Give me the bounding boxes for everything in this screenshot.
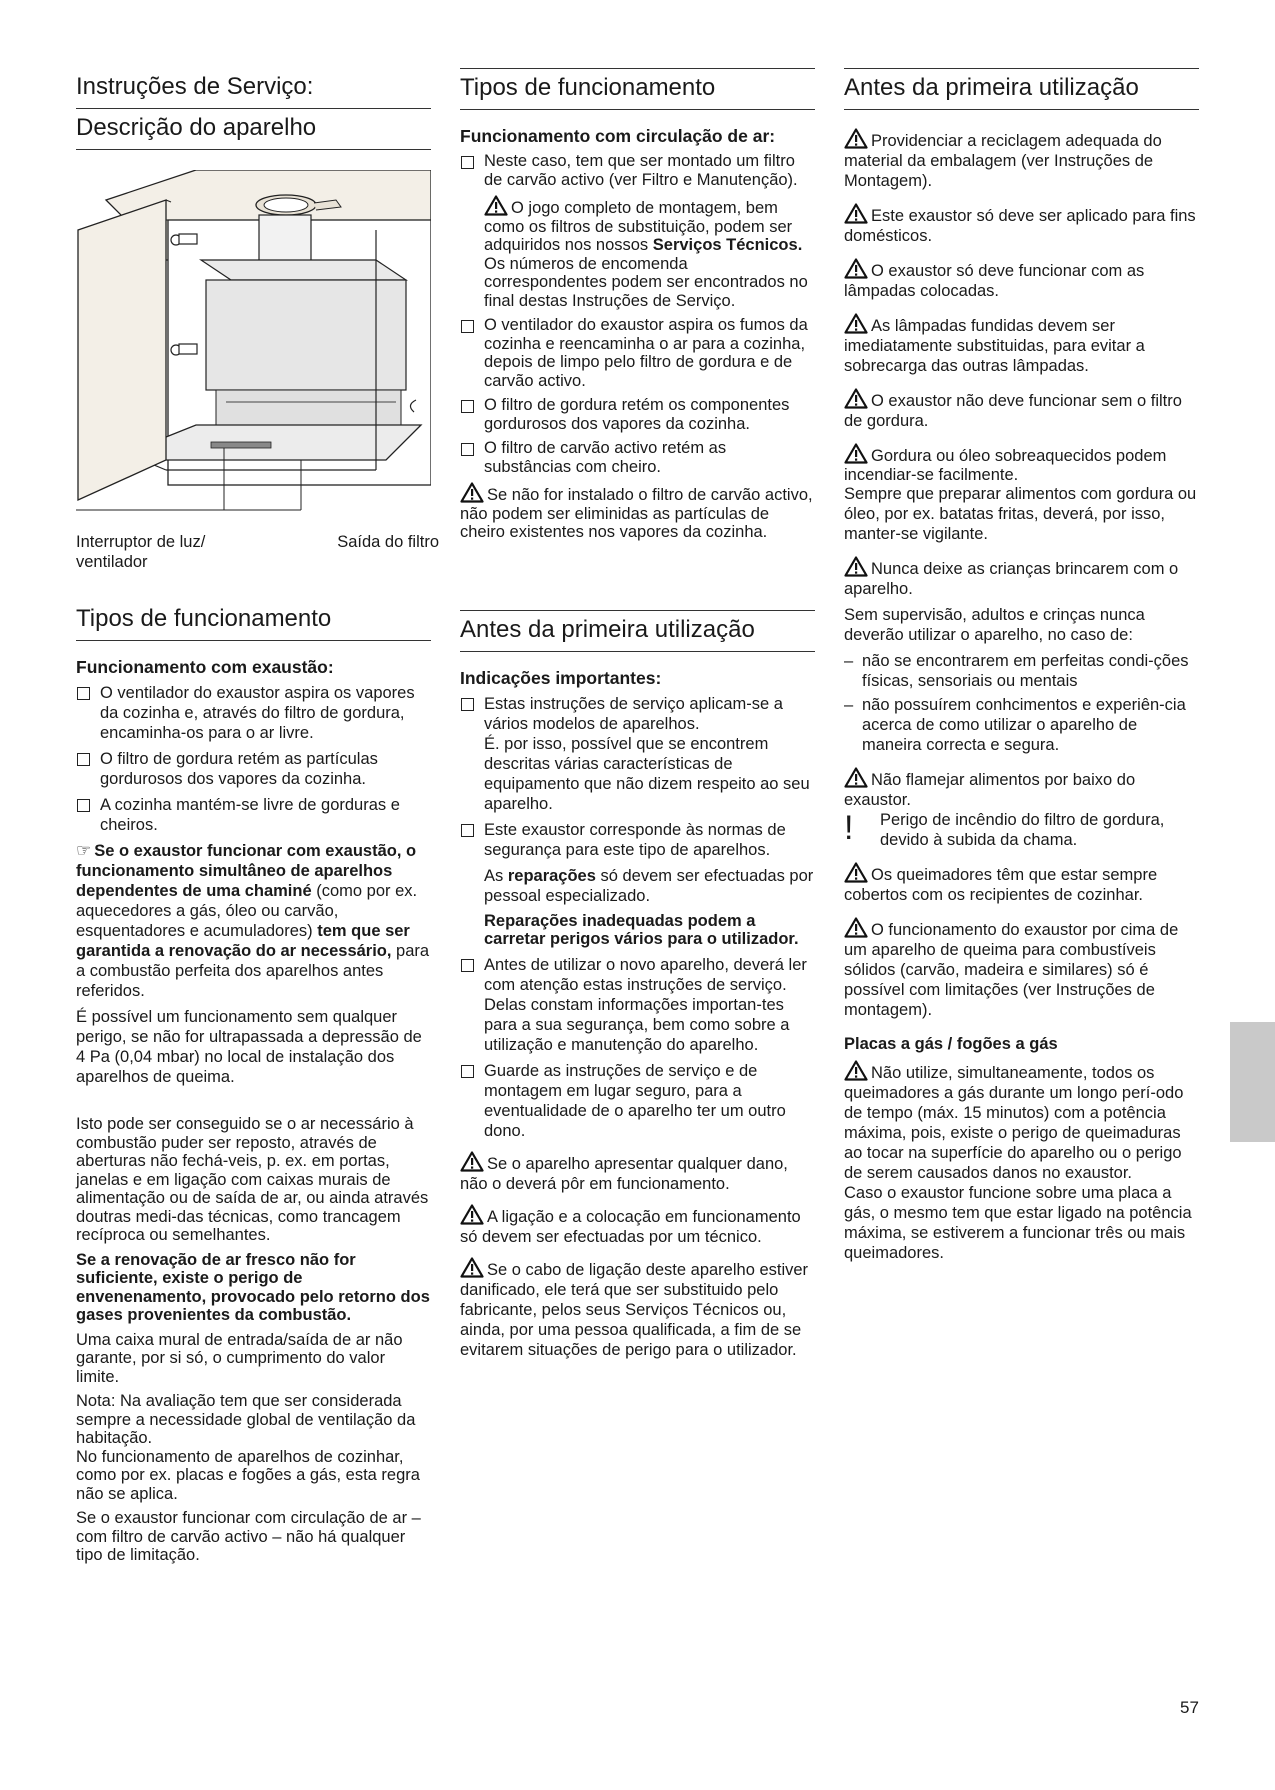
warning-lamps-fitted: O exaustor só deve funcionar com as lâmpadas colocadas. [844, 258, 1199, 301]
paragraph: Uma caixa mural de entrada/saída de ar não garante, por si só, o cumprimento do valor limite. [76, 1330, 403, 1386]
exclamation-icon: ! [844, 809, 854, 847]
charcoal-filter-warning: Se não for instalado o filtro de carvão activo, não podem ser eliminidas as partículas de cheiro existentes nos vapores da cozinha. [460, 482, 815, 542]
warning-triangle-icon [844, 203, 868, 224]
list-item: Estas instruções de serviço aplicam-se a vários modelos de aparelhos. É. por isso, possível que se encontrem descritas várias características de equipamento que não dizem respeito ao seu aparelho. [460, 694, 815, 814]
recirculation-list-2 [460, 316, 815, 476]
section-title-modes: Tipos de funcionamento [76, 600, 431, 641]
section-title-before-first-use: Antes da primeira utilização [460, 610, 815, 652]
figure-captions [76, 532, 439, 572]
poisoning-warning: Se a renovação de ar fresco não for suficiente, existe o perigo de envenenamento, provocado pelo retorno dos gases provenientes da combustão. [76, 1250, 430, 1324]
subtitle-important-notes: Indicações importantes: [460, 667, 662, 688]
list-item: O filtro de gordura retém as partículas gordurosos dos vapores da cozinha. [76, 749, 431, 789]
important-notes-list-2 [460, 955, 815, 1141]
warning-triangle-icon [844, 917, 868, 938]
exhaust-mode-list [76, 683, 431, 835]
warning-grease-filter: O exaustor não deve funcionar sem o filtro de gordura. [844, 388, 1199, 431]
paragraph: No funcionamento de aparelhos de cozinhar, como por ex. placas e fogões a gás, esta regra não se aplica. [76, 1447, 420, 1503]
list-item: O filtro de carvão activo retém as substâncias com cheiro. [460, 439, 815, 476]
paragraph: Se o exaustor funcionar com circulação de ar – com filtro de carvão activo – não há qualquer tipo de limitação. [76, 1509, 421, 1564]
caption-light-fan-switch: Interruptor de luz/ ventilador [76, 533, 206, 571]
warning-lamps-replace: As lâmpadas fundidas devem ser imediatamente substituidas, para evitar a sobrecarga das outras lâmpadas. [844, 313, 1199, 376]
subtitle-recirculation-mode: Funcionamento com circulação de ar: [460, 126, 776, 146]
warning-triangle-icon [844, 258, 868, 279]
warning-domestic-use: Este exaustor só deve ser aplicado para fins domésticos. [844, 203, 1199, 246]
hood-cabinet-drawing [76, 170, 431, 530]
damage-warning: Se o aparelho apresentar qualquer dano, não o deverá pôr em funcionamento. [460, 1151, 815, 1194]
list-item: Guarde as instruções de serviço e de montagem em lugar seguro, para a eventualidade de o aparelho ter um outro dono. [460, 1061, 815, 1141]
warning-burners-covered: Os queimadores têm que estar sempre cobertos com os recipientes de cozinhar. [844, 862, 1199, 905]
paragraph: Nota: Na avaliação tem que ser considerada sempre a necessidade global de ventilação da habitação. [76, 1392, 416, 1447]
warning-triangle-icon [484, 195, 508, 216]
warning-triangle-icon [844, 767, 868, 788]
subtitle-gas-hobs: Placas a gás / fogões a gás [844, 1035, 1058, 1053]
warning-triangle-icon [844, 128, 868, 149]
section-title-description: Descrição do aparelho [76, 109, 431, 150]
list-item: A cozinha mantém-se livre de gorduras e cheiros. [76, 795, 431, 835]
condition-list [844, 651, 1199, 755]
paragraph: Sem supervisão, adultos e crinças nunca deverão utilizar o aparelho, no caso de: [844, 606, 1145, 644]
warning-triangle-icon [844, 862, 868, 883]
warning-triangle-icon [460, 1257, 484, 1278]
list-item: O filtro de gordura retém os componentes gordurosos dos vapores da cozinha. [460, 396, 815, 433]
warning-triangle-icon [460, 1151, 484, 1172]
page-title: Instruções de Serviço: [76, 68, 431, 109]
list-item: O ventilador do exaustor aspira os vapores da cozinha e, através do filtro de gordura, encaminha-os para o ar livre. [76, 683, 431, 743]
warning-children: Nunca deixe as crianças brincarem com o aparelho. [844, 556, 1199, 599]
warning-triangle-icon [844, 443, 868, 464]
warning-packaging: Providenciar a reciclagem adequada do material da embalagem (ver Instruções de Montagem). [844, 128, 1199, 191]
warning-hot-oil: Gordura ou óleo sobreaquecidos podem incendiar-se facilmente. Sempre que preparar alimentos com gordura ou óleo, por ex. batatas fritas, deverá, por isso, manter-se vigilante. [844, 443, 1199, 544]
column-1 [76, 68, 439, 1571]
warning-triangle-icon [460, 1204, 484, 1225]
list-item: – não se encontrarem em perfeitas condi-ções físicas, sensoriais ou mentais [844, 651, 1199, 691]
paragraph: É possível um funcionamento sem qualquer perigo, se não for ultrapassada a depressão de 4 Pa (0,04 mbar) no local de instalação dos aparelhos de queima. [76, 1008, 422, 1086]
section-title-modes: Tipos de funcionamento [460, 68, 815, 110]
warning-triangle-icon [844, 1060, 868, 1081]
spare-parts-warning: O jogo completo de montagem, bem como os filtros de substituição, podem ser adquiridos nos nossos Serviços Técnicos. Os números de encomenda correspondentes podem ser encontrados no final destas Instruções de Serviço. [460, 195, 815, 310]
section-title-before-first-use: Antes da primeira utilização [844, 68, 1199, 110]
recirculation-list [460, 152, 815, 189]
list-item: Este exaustor corresponde às normas de segurança para este tipo de aparelhos. [460, 820, 815, 860]
important-notes-list [460, 694, 815, 860]
repairs-note: As reparações só devem ser efectuadas por pessoal especializado. Reparações inadequadas podem a carretar perigos vários para o utilizador. [484, 866, 814, 948]
warning-solid-fuel: O funcionamento do exaustor por cima de um aparelho de queima para combustíveis sólidos (carvão, madeira e similares) só é possível com limitações (ver Instruções de montagem). [844, 917, 1199, 1020]
subtitle-exhaust-mode: Funcionamento com exaustão: [76, 657, 334, 677]
warning-triangle-icon [844, 388, 868, 409]
appliance-illustration [76, 170, 431, 530]
list-item: Antes de utilizar o novo aparelho, deverá ler com atenção estas instruções de serviço. Delas constam informações importan-tes para a sua segurança, bem como sobre a utilização e manutenção do aparelho. [460, 955, 815, 1055]
pointing-hand-icon: ☞ [76, 841, 92, 860]
list-item: O ventilador do exaustor aspira os fumos da cozinha e reencaminha o ar para a cozinha, depois de limpo pelo filtro de gordura e de carvão activo. [460, 316, 815, 390]
cable-warning: Se o cabo de ligação deste aparelho estiver danificado, ele terá que ser substituido pelo fabricante, pelos seus Serviços Técnicos ou, ainda, por uma pessoa qualificada, a fim de se evitarem situações de perigo para o utilizador. [460, 1257, 815, 1360]
warning-triangle-icon [844, 313, 868, 334]
column-2 [460, 68, 815, 1366]
fire-danger-note: ! Perigo de incêndio do filtro de gordura, devido à subida da chama. [844, 809, 1165, 849]
column-3 [844, 68, 1199, 1269]
section-side-tab [1230, 1022, 1275, 1142]
warning-gas-burners: Não utilize, simultaneamente, todos os queimadores a gás durante um longo perí-odo de tempo (máx. 15 minutos) com a potência máxima, pois, existe o perigo de queimaduras ao tocar na superfície do aparelho ou o perigo de serem causados danos no exaustor. Caso o exaustor funcione sobre uma placa a gás, o mesmo tem que estar ligado na potência máxima, se estiverem a funcionar três ou mais queimadores. [844, 1060, 1199, 1263]
warning-flambe: Não flamejar alimentos por baixo do exaustor. [844, 767, 1199, 810]
paragraph: Isto pode ser conseguido se o ar necessário à combustão puder ser reposto, através de aberturas não fechá-veis, p. ex. em portas, janelas e em ligação com caixas murais de alimentação ou de saída de ar, ou ainda através doutras medi-das técnicas, como trancagem recíproca ou semelhantes. [76, 1115, 429, 1244]
list-item: Neste caso, tem que ser montado um filtro de carvão activo (ver Filtro e Manutenção). [460, 152, 815, 189]
warning-triangle-icon [844, 556, 868, 577]
chimney-note: ☞ Se o exaustor funcionar com exaustão, o funcionamento simultâneo de aparelhos dependentes de uma chaminé (como por ex. aquecedores a gás, óleo ou carvão, esquentadores e acumuladores) tem que ser garantida a renovação do ar necessário, para a combustão perfeita dos aparelhos antes referidos. [76, 841, 430, 1000]
warning-triangle-icon [460, 482, 484, 503]
page-number: 57 [1180, 1698, 1199, 1717]
caption-filter-outlet: Saída do filtro [337, 533, 439, 551]
technician-warning: A ligação e a colocação em funcionamento só devem ser efectuadas por um técnico. [460, 1204, 815, 1247]
list-item: – não possuírem conhcimentos e experiên-cia acerca de como utilizar o aparelho de maneira correcta e segura. [844, 695, 1199, 755]
